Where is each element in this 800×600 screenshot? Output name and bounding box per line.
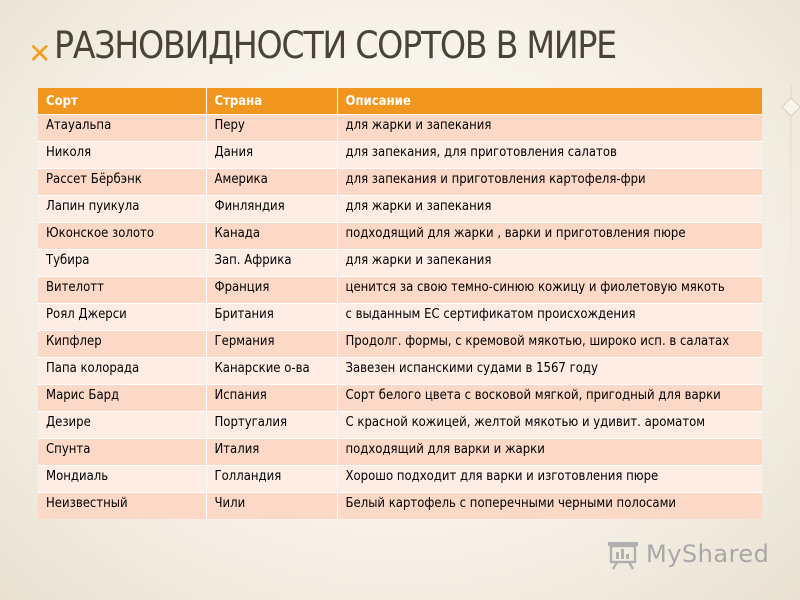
cell-country: Зап. Африка (206, 250, 337, 277)
cell-variety: Рассет Бёрбэнк (38, 169, 206, 196)
cell-description: для жарки и запекания (337, 115, 762, 142)
cell-description: для жарки и запекания (337, 250, 762, 277)
cell-description: для запекания, для приготовления салатов (337, 142, 762, 169)
cell-country: Перу (206, 115, 337, 142)
table-row (38, 277, 762, 304)
cell-description: Сорт белого цвета с восковой мягкой, пригодный для варки (337, 385, 762, 412)
cell-country: Италия (206, 439, 337, 466)
cell-description: ценится за свою темно-синюю кожицу и фиолетовую мякоть (337, 277, 762, 304)
cell-description: Завезен испанскими судами в 1567 году (337, 358, 762, 385)
cell-variety: Лапин пуикула (38, 196, 206, 223)
table-row (38, 385, 762, 412)
cell-country: Франция (206, 277, 337, 304)
table-row (38, 412, 762, 439)
table-body (38, 115, 762, 520)
cell-variety: Спунта (38, 439, 206, 466)
table-row (38, 466, 762, 493)
cell-variety: Вителотт (38, 277, 206, 304)
header-variety: Сорт (38, 88, 206, 115)
cell-variety: Атауальпа (38, 115, 206, 142)
table-row (38, 250, 762, 277)
table-header-row (38, 88, 762, 115)
table-row (38, 331, 762, 358)
cell-variety: Тубира (38, 250, 206, 277)
table-row (38, 358, 762, 385)
table-row (38, 142, 762, 169)
cell-country: Дания (206, 142, 337, 169)
cell-variety: Неизвестный (38, 493, 206, 520)
cell-variety: Папа колорада (38, 358, 206, 385)
header-country: Страна (206, 88, 337, 115)
cell-description: подходящий для жарки , варки и приготовления пюре (337, 223, 762, 250)
title-marker-icon: ✕ (28, 37, 52, 70)
cell-country: Финляндия (206, 196, 337, 223)
cell-variety: Юконское золото (38, 223, 206, 250)
varieties-table-container (38, 88, 762, 519)
table-row (38, 115, 762, 142)
table-row (38, 439, 762, 466)
cell-variety: Марис Бард (38, 385, 206, 412)
cell-variety: Роял Джерси (38, 304, 206, 331)
cell-description: Хорошо подходит для варки и изготовления пюре (337, 466, 762, 493)
varieties-table (38, 88, 762, 519)
cell-description: подходящий для варки и жарки (337, 439, 762, 466)
cell-country: Америка (206, 169, 337, 196)
cell-variety: Николя (38, 142, 206, 169)
cell-country: Канада (206, 223, 337, 250)
cell-description: с выданным ЕС сертификатом происхождения (337, 304, 762, 331)
cell-description: для жарки и запекания (337, 196, 762, 223)
table-row (38, 304, 762, 331)
cell-country: Германия (206, 331, 337, 358)
table-row (38, 493, 762, 520)
watermark-text: MyShared (646, 540, 770, 568)
cell-description: Белый картофель с поперечными черными полосами (337, 493, 762, 520)
presentation-board-icon (606, 540, 640, 570)
cell-description: С красной кожицей, желтой мякотью и удивит. ароматом (337, 412, 762, 439)
table-row (38, 223, 762, 250)
header-description: Описание (337, 88, 762, 115)
table-row (38, 169, 762, 196)
decorative-diamond-icon (781, 97, 800, 117)
cell-description: для запекания и приготовления картофеля-фри (337, 169, 762, 196)
cell-variety: Дезире (38, 412, 206, 439)
cell-description: Продолг. формы, с кремовой мякотью, широко исп. в салатах (337, 331, 762, 358)
cell-country: Канарские о-ва (206, 358, 337, 385)
decorative-line (780, 86, 800, 286)
cell-country: Чили (206, 493, 337, 520)
cell-country: Испания (206, 385, 337, 412)
cell-country: Британия (206, 304, 337, 331)
slide-title: РАЗНОВИДНОСТИ СОРТОВ В МИРЕ (54, 24, 616, 67)
cell-country: Голландия (206, 466, 337, 493)
cell-variety: Мондиаль (38, 466, 206, 493)
cell-variety: Кипфлер (38, 331, 206, 358)
watermark-logo (606, 538, 776, 572)
cell-country: Португалия (206, 412, 337, 439)
table-row (38, 196, 762, 223)
